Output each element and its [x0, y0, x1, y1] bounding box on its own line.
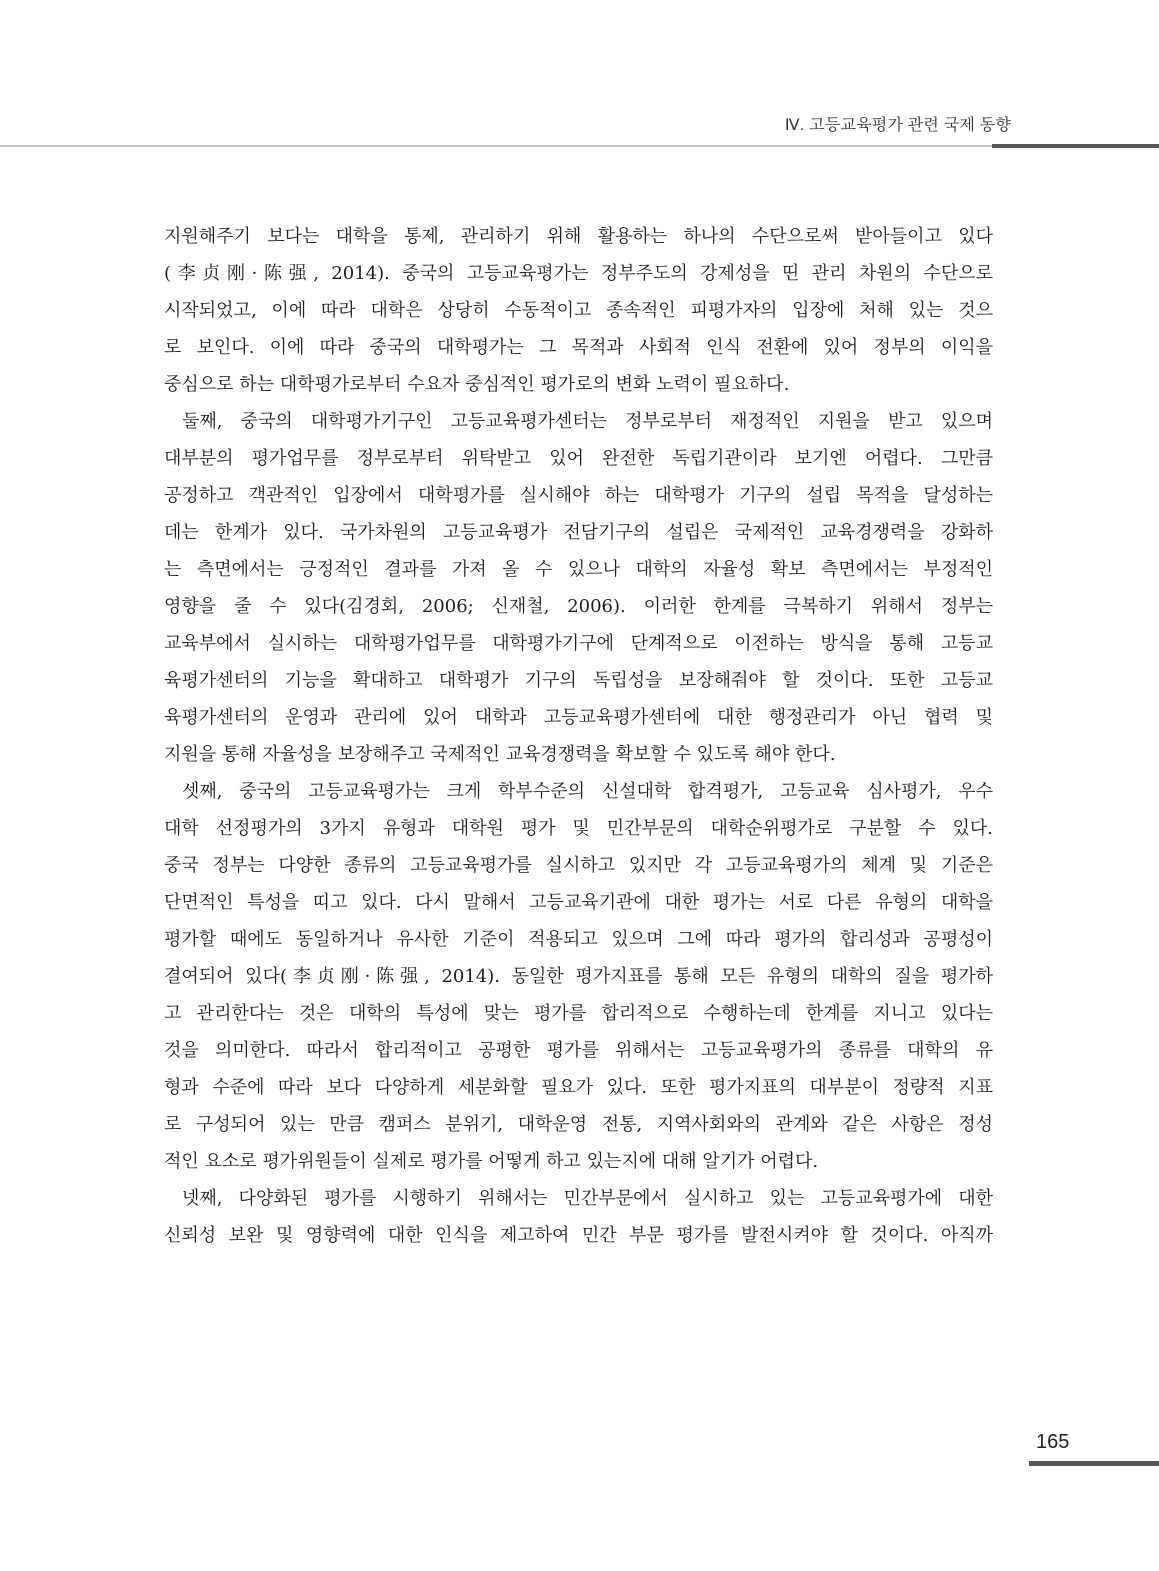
text-line: 중국 정부는 다양한 종류의 고등교육평가를 실시하고 있지만 각 고등교육평가의 체계 및 기준은 [164, 855, 993, 876]
text-line: 지원을 통해 자율성을 보장해주고 국제적인 교육경쟁력을 확보할 수 있도록 해야 한다. [164, 744, 836, 765]
text-line: 육평가센터의 운영과 관리에 있어 대학과 고등교육평가센터에 대한 행정관리가 아닌 협력 및 [164, 707, 993, 728]
text-line: 는 측면에서는 긍정적인 결과를 가져 올 수 있으나 대학의 자율성 확보 측면에서는 부정적인 [164, 559, 993, 580]
text-line: 결여되어 있다(李贞刚·陈强, 2014). 동일한 평가지표를 통해 모든 유형의 대학의 질을 평가하 [164, 966, 993, 987]
header-rule [0, 145, 992, 147]
text-line: 로 보인다. 이에 따라 중국의 대학평가는 그 목적과 사회적 인식 전환에 있어 정부의 이익을 [164, 337, 993, 358]
text-line: 육평가센터의 기능을 확대하고 대학평가 기구의 독립성을 보장해줘야 할 것이다. 또한 고등교 [164, 670, 993, 691]
text-line: 대학 선정평가의 3가지 유형과 대학원 평가 및 민간부문의 대학순위평가로 구분할 수 있다. [164, 818, 993, 839]
text-line: 적인 요소로 평가위원들이 실제로 평가를 어떻게 하고 있는지에 대해 알기가 어렵다. [164, 1151, 819, 1172]
text-line: 공정하고 객관적인 입장에서 대학평가를 실시해야 하는 대학평가 기구의 설립 목적을 달성하는 [164, 485, 993, 506]
text-line: 단면적인 특성을 띠고 있다. 다시 말해서 고등교육기관에 대한 평가는 서로 다른 유형의 대학을 [164, 892, 993, 913]
page-number: 165 [1036, 1431, 1070, 1453]
text-line: 교육부에서 실시하는 대학평가업무를 대학평가기구에 단계적으로 이전하는 방식을 통해 고등교 [164, 633, 993, 654]
text-line: 데는 한계가 있다. 국가차원의 고등교육평가 전담기구의 설립은 국제적인 교육경쟁력을 강화하 [164, 522, 993, 543]
text-line: 중심으로 하는 대학평가로부터 수요자 중심적인 평가로의 변화 노력이 필요하다. [164, 374, 790, 395]
text-line: 지원해주기 보다는 대학을 통제, 관리하기 위해 활용하는 하나의 수단으로써 받아들이고 있다 [164, 226, 993, 247]
text-line: 대부분의 평가업무를 정부로부터 위탁받고 있어 완전한 독립기관이라 보기엔 어렵다. 그만큼 [164, 448, 993, 469]
paragraph-start-line: 둘째, 중국의 대학평가기구인 고등교육평가센터는 정부로부터 재정적인 지원을 받고 있으며 [182, 411, 993, 432]
text-line: 것을 의미한다. 따라서 합리적이고 공평한 평가를 위해서는 고등교육평가의 종류를 대학의 유 [164, 1040, 993, 1061]
footer-rule [1029, 1461, 1159, 1466]
body-text [164, 218, 993, 1254]
text-line: 고 관리한다는 것은 대학의 특성에 맞는 평가를 합리적으로 수행하는데 한계를 지니고 있다는 [164, 1003, 993, 1024]
running-header: Ⅳ. 고등교육평가 관련 국제 동향 [784, 117, 1011, 134]
header-rule-accent [992, 144, 1159, 148]
text-line: (李贞刚·陈强, 2014). 중국의 고등교육평가는 정부주도의 강제성을 띤 관리 차원의 수단으로 [164, 263, 993, 284]
text-line: 로 구성되어 있는 만큼 캠퍼스 분위기, 대학운영 전통, 지역사회와의 관계와 같은 사항은 정성 [164, 1114, 993, 1135]
text-line: 신뢰성 보완 및 영향력에 대한 인식을 제고하여 민간 부문 평가를 발전시켜야 할 것이다. 아직까 [164, 1225, 993, 1246]
text-line: 영향을 줄 수 있다(김경회, 2006; 신재철, 2006). 이러한 한계를 극복하기 위해서 정부는 [164, 596, 993, 617]
text-line: 시작되었고, 이에 따라 대학은 상당히 수동적이고 종속적인 피평가자의 입장에 처해 있는 것으 [164, 300, 993, 321]
paragraph-start-line: 셋째, 중국의 고등교육평가는 크게 학부수준의 신설대학 합격평가, 고등교육 심사평가, 우수 [182, 781, 993, 802]
paragraph-start-line: 넷째, 다양화된 평가를 시행하기 위해서는 민간부문에서 실시하고 있는 고등교육평가에 대한 [182, 1188, 993, 1209]
text-line: 평가할 때에도 동일하거나 유사한 기준이 적용되고 있으며 그에 따라 평가의 합리성과 공평성이 [164, 929, 993, 950]
text-line: 형과 수준에 따라 보다 다양하게 세분화할 필요가 있다. 또한 평가지표의 대부분이 정량적 지표 [164, 1077, 993, 1098]
